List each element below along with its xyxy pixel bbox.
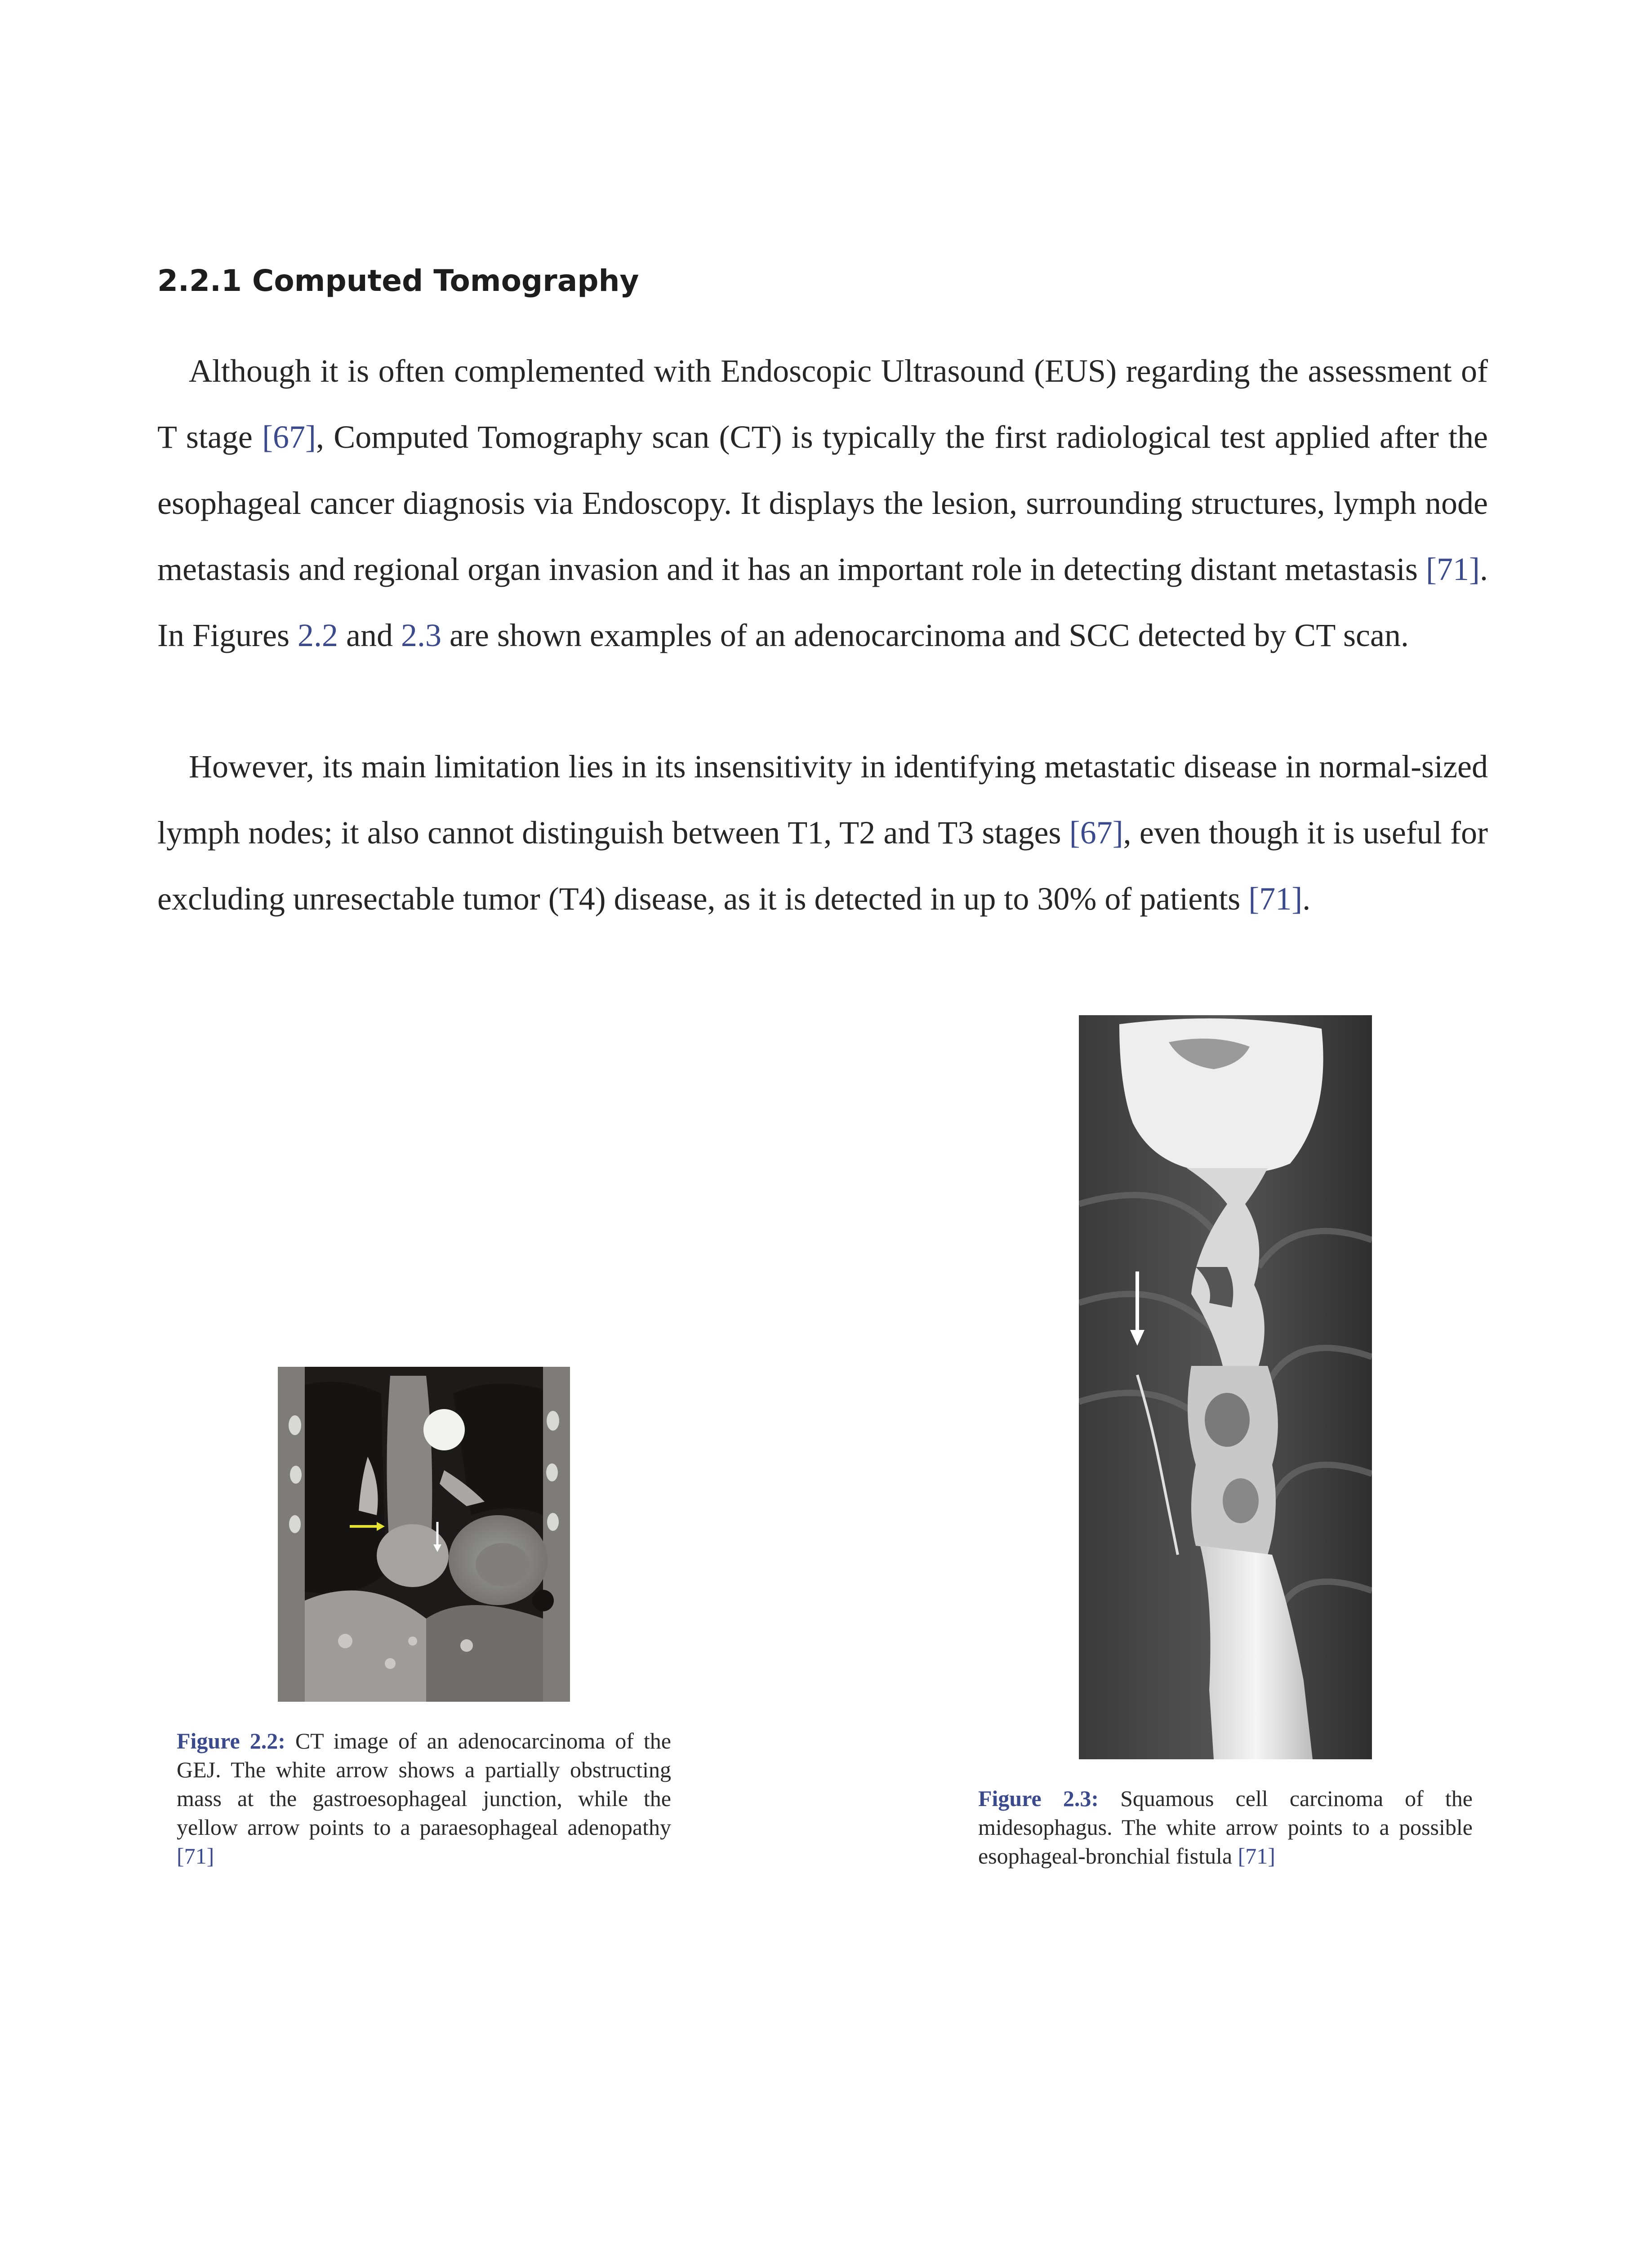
figure-2-2-text: CT image of an adenocarcinoma of the GEJ. The white arrow shows a partially obstructing mass at the gastroesophageal junction, while the yellow arrow points to a paraesophageal adenopathy bbox=[177, 1728, 672, 1840]
paragraph-1-text-d: and bbox=[338, 617, 401, 653]
figure-2-2-caption bbox=[177, 1726, 671, 1870]
paragraph-2-text-c: . bbox=[1302, 881, 1311, 917]
ct-image-figure bbox=[278, 1367, 570, 1702]
figure-link-2-2[interactable]: 2.2 bbox=[297, 617, 338, 653]
figure-2-3-text: Squamous cell carcinoma of the midesophagus. The white arrow points to a possible esophageal-bronchial fistula bbox=[978, 1786, 1473, 1869]
citation-link-71-b[interactable]: [71] bbox=[1248, 881, 1303, 917]
paragraph-1 bbox=[157, 338, 1488, 669]
paragraph-1-text-c: . In Figures bbox=[157, 551, 1488, 653]
paragraph-2-text-a: However, its main limitation lies in its insensitivity in identifying metastatic disease in normal-sized lymph nodes; it also cannot distinguish between T1, T2 and T3 stages bbox=[157, 749, 1488, 851]
figure-2-2-citation-link[interactable]: [71] bbox=[177, 1843, 214, 1869]
section-heading: 2.2.1 Computed Tomography bbox=[157, 263, 639, 298]
paragraph-2 bbox=[157, 734, 1488, 932]
figure-2-3-label: Figure 2.3: bbox=[978, 1786, 1099, 1811]
paragraph-1-text-e: are shown examples of an adenocarcinoma and SCC detected by CT scan. bbox=[441, 617, 1409, 653]
esophagram-drawing bbox=[1079, 1015, 1372, 1759]
figure-link-2-3[interactable]: 2.3 bbox=[401, 617, 441, 653]
citation-link-67[interactable]: [67] bbox=[262, 419, 316, 455]
figure-2-2-label: Figure 2.2: bbox=[177, 1728, 285, 1753]
ct-scan-drawing bbox=[278, 1367, 570, 1702]
paragraph-1-text-b: , Computed Tomography scan (CT) is typically the first radiological test applied after the esophageal cancer diagnosis via Endoscopy. It displays the lesion, surrounding structures, lymph node metastasis and regional organ invasion and it has an important role in detecting distant metastasis bbox=[157, 419, 1488, 587]
citation-link-71[interactable]: [71] bbox=[1426, 551, 1480, 587]
figure-2-3-caption bbox=[978, 1784, 1473, 1870]
citation-link-67-b[interactable]: [67] bbox=[1069, 815, 1123, 851]
paragraph-2-text-b: , even though it is useful for excluding unresectable tumor (T4) disease, as it is detected in up to 30% of patients bbox=[157, 815, 1488, 917]
esophagram-image-figure bbox=[1079, 1015, 1372, 1759]
paragraph-1-text-a: Although it is often complemented with Endoscopic Ultrasound (EUS) regarding the assessment of T stage bbox=[157, 353, 1488, 455]
figure-2-3-citation-link[interactable]: [71] bbox=[1238, 1843, 1275, 1869]
